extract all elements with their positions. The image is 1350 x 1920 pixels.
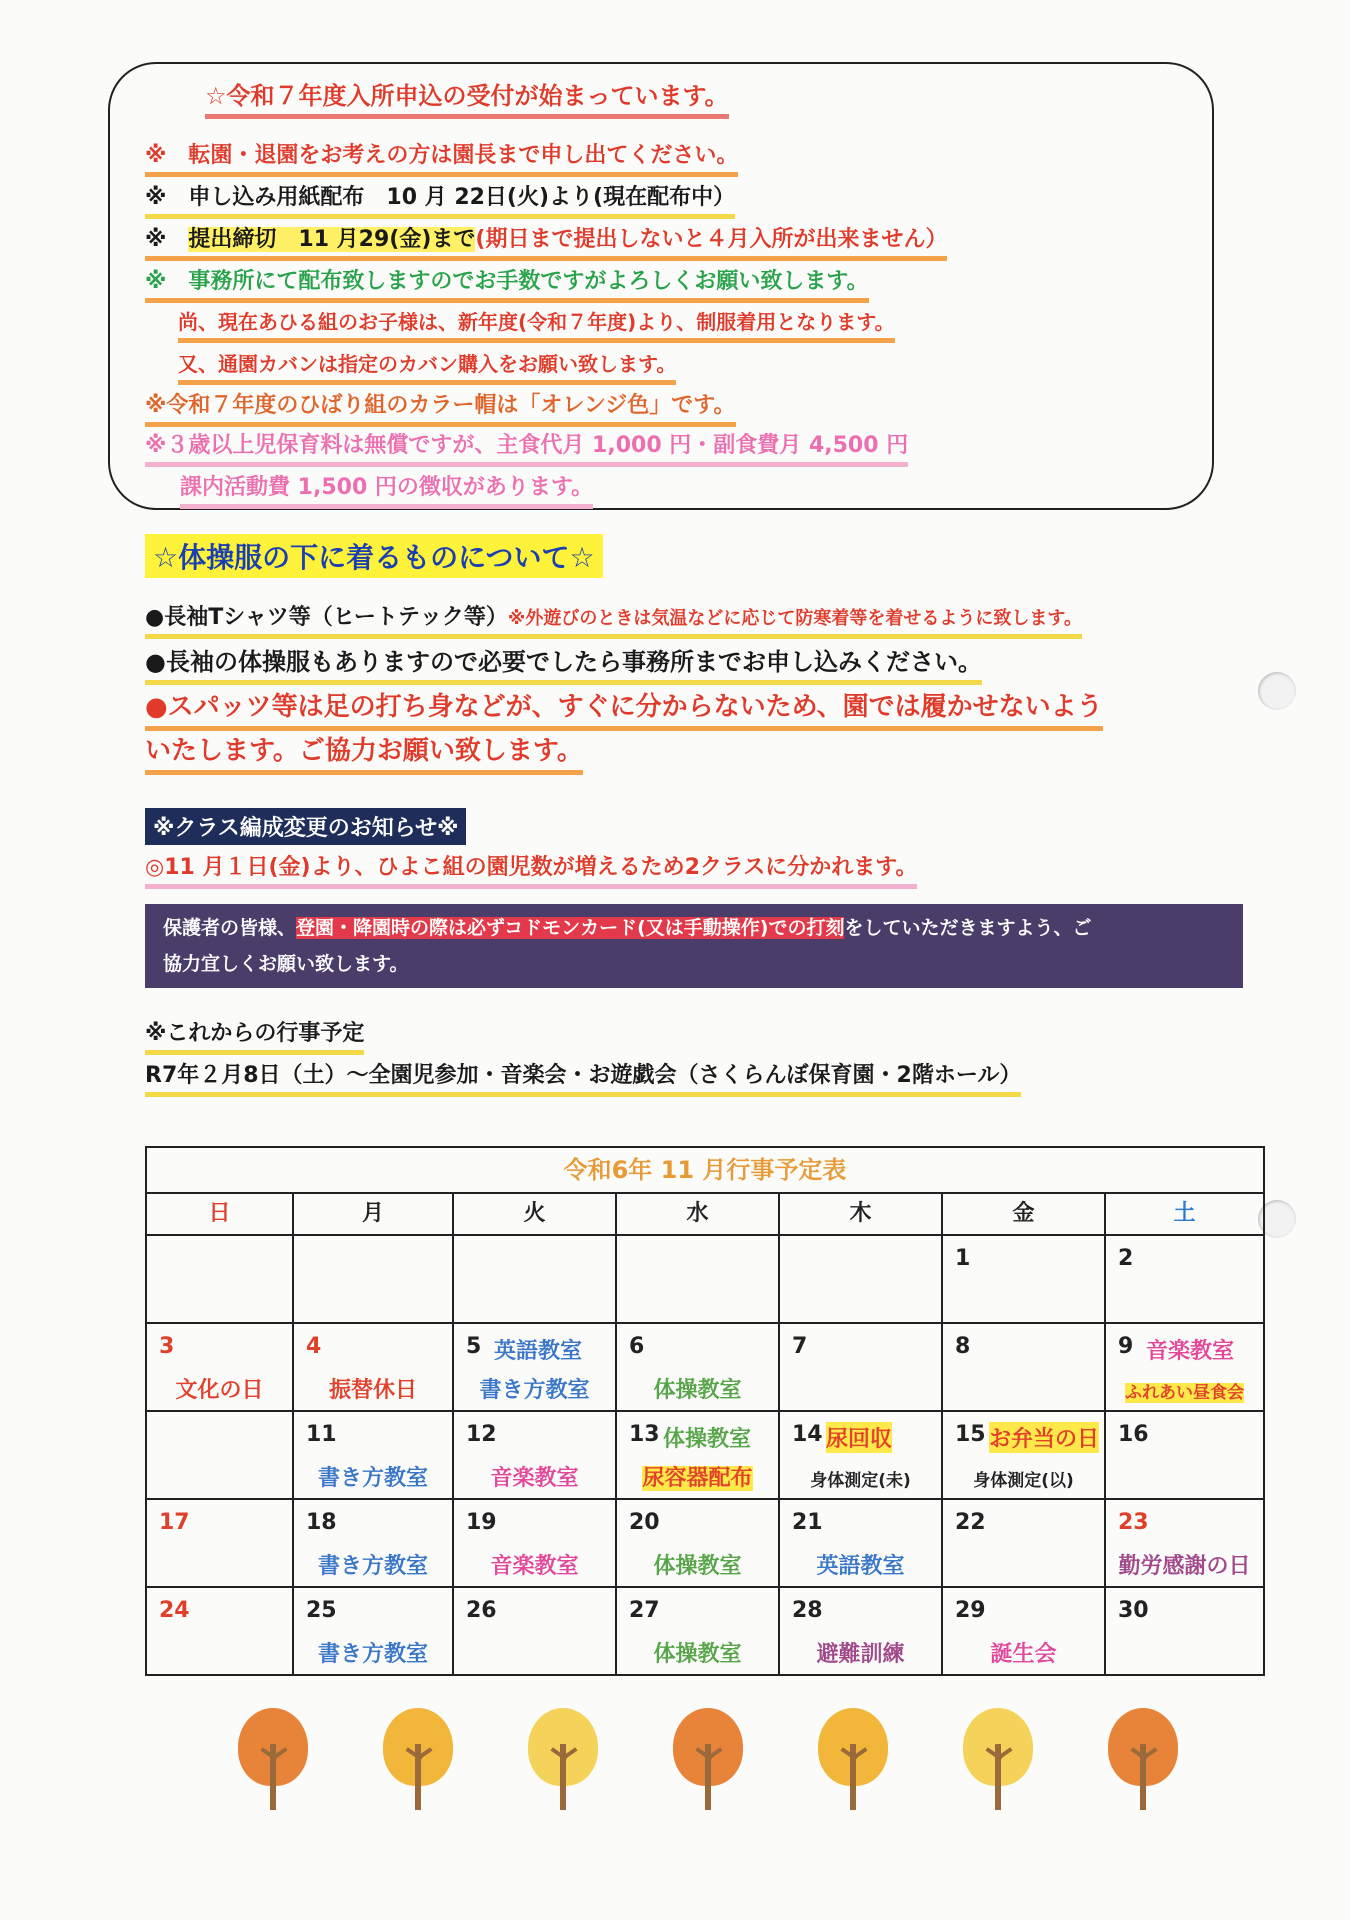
deadline-text: 提出締切 11 月29(金)まで — [188, 227, 476, 252]
weekday-header: 土 — [1173, 1201, 1196, 1226]
calendar-day-cell — [147, 1412, 294, 1498]
calendar-week-row — [147, 1324, 1263, 1412]
day-number: 29 — [955, 1598, 986, 1623]
calendar-day-cell — [617, 1588, 780, 1674]
calendar-event: お弁当の日 — [989, 1422, 1099, 1453]
purple-text: 協力宜しくお願い致します。 — [163, 953, 409, 975]
calendar-day-cell — [617, 1324, 780, 1410]
day-number: 26 — [466, 1598, 497, 1623]
notice-line: ※３歳以上児保育料は無償ですが、主食代月 1,000 円・副食費月 4,500 円 — [145, 428, 908, 467]
calendar-day-cell — [454, 1236, 617, 1322]
calendar-day-cell — [1106, 1236, 1263, 1322]
calendar-week-row — [147, 1588, 1263, 1674]
calendar-day-cell — [294, 1236, 454, 1322]
calendar-day-cell — [1106, 1500, 1263, 1586]
calendar-day-cell — [780, 1500, 943, 1586]
calendar-day-cell — [294, 1500, 454, 1586]
calendar-day-cell — [147, 1324, 294, 1410]
day-number: 19 — [466, 1510, 497, 1535]
tree-icon — [673, 1708, 743, 1812]
calendar-event: 避難訓練 — [816, 1642, 905, 1667]
event-calendar — [145, 1146, 1265, 1676]
gym-heading: ☆体操服の下に着るものについて☆ — [145, 534, 603, 578]
class-change-text: ◎11 月１日(金)より、ひよこ組の園児数が増えるため2クラスに分かれます。 — [145, 850, 917, 889]
tree-icon — [528, 1708, 598, 1812]
tree-icon — [963, 1708, 1033, 1812]
notice-title: ☆令和７年度入所申込の受付が始まっています。 — [205, 76, 729, 119]
tree-icon — [238, 1708, 308, 1812]
calendar-day-cell — [780, 1236, 943, 1322]
day-number: 14 — [792, 1422, 823, 1447]
calendar-day-cell — [147, 1588, 294, 1674]
calendar-event: 体操教室 — [653, 1378, 742, 1403]
day-number: 28 — [792, 1598, 823, 1623]
events-text: R7年２月8日（土）～全園児参加・音楽会・お遊戯会（さくらんぼ保育園・2階ホール） — [145, 1058, 1021, 1097]
tree-icon — [383, 1708, 453, 1812]
day-number: 25 — [306, 1598, 337, 1623]
calendar-week-row — [147, 1500, 1263, 1588]
calendar-title: 令和6年 11 月行事予定表 — [147, 1148, 1263, 1194]
calendar-day-cell — [294, 1412, 454, 1498]
day-number: 3 — [159, 1334, 175, 1359]
events-heading: ※これからの行事予定 — [145, 1016, 364, 1055]
purple-text: 保護者の皆様、 — [163, 917, 297, 939]
notice-line: ※令和７年度のひばり組のカラー帽は「オレンジ色」です。 — [145, 388, 736, 427]
calendar-event: 誕生会 — [990, 1642, 1057, 1667]
calendar-event: ふれあい昼食会 — [1125, 1383, 1244, 1403]
day-number: 16 — [1118, 1422, 1149, 1447]
calendar-day-cell — [1106, 1412, 1263, 1498]
calendar-event: 尿回収 — [826, 1422, 892, 1453]
day-number: 27 — [629, 1598, 660, 1623]
calendar-day-cell — [1106, 1588, 1263, 1674]
purple-text: をしていただきますよう、ご — [844, 917, 1092, 939]
notice-line: 尚、現在あひる組のお子様は、新年度(令和７年度)より、制服着用となります。 — [178, 306, 895, 343]
tree-icon — [818, 1708, 888, 1812]
calendar-day-cell — [147, 1500, 294, 1586]
class-change-heading: ※クラス編成変更のお知らせ※ — [145, 808, 466, 845]
day-number: 17 — [159, 1510, 190, 1535]
day-number: 11 — [306, 1422, 337, 1447]
calendar-event: 音楽教室 — [1146, 1339, 1235, 1364]
deadline-note: (期日まで提出しないと４月入所が出来ません） — [475, 227, 948, 252]
tree-icon — [1108, 1708, 1178, 1812]
calendar-event: 書き方教室 — [317, 1466, 428, 1491]
day-number: 15 — [955, 1422, 986, 1447]
day-number: 20 — [629, 1510, 660, 1535]
calendar-event: 体操教室 — [663, 1427, 752, 1452]
calendar-day-cell — [780, 1412, 943, 1498]
calendar-event: 文化の日 — [175, 1378, 264, 1403]
weekday-header: 木 — [780, 1194, 943, 1234]
day-number: 9 — [1118, 1334, 1134, 1359]
calendar-day-cell — [454, 1500, 617, 1586]
notice-line — [145, 222, 947, 261]
calendar-day-cell — [454, 1588, 617, 1674]
calendar-event: 英語教室 — [816, 1554, 905, 1579]
calendar-day-cell — [780, 1588, 943, 1674]
day-number: 22 — [955, 1510, 986, 1535]
calendar-day-cell — [147, 1236, 294, 1322]
gym-line: いたします。ご協力お願い致します。 — [145, 730, 583, 775]
calendar-day-cell — [1106, 1324, 1263, 1410]
weekday-header: 月 — [294, 1194, 454, 1234]
calendar-event: 体操教室 — [653, 1554, 742, 1579]
weekday-header: 水 — [617, 1194, 780, 1234]
purple-highlight: コドモンカード(又は手動操作)での打刻 — [504, 917, 845, 939]
calendar-event: 書き方教室 — [317, 1554, 428, 1579]
day-number: 2 — [1118, 1246, 1134, 1271]
calendar-day-cell — [617, 1500, 780, 1586]
calendar-day-cell — [943, 1500, 1106, 1586]
calendar-day-cell — [943, 1236, 1106, 1322]
day-number: 12 — [466, 1422, 497, 1447]
notice-line: ※ 転園・退園をお考えの方は園長まで申し出てください。 — [145, 138, 738, 177]
calendar-day-cell — [294, 1588, 454, 1674]
punch-hole — [1258, 672, 1296, 710]
calendar-event: 身体測定(以) — [973, 1471, 1074, 1491]
day-number: 1 — [955, 1246, 971, 1271]
day-number: 7 — [792, 1334, 808, 1359]
gym-line — [145, 600, 1082, 639]
weekday-header: 金 — [943, 1194, 1106, 1234]
calendar-day-cell — [454, 1324, 617, 1410]
day-number: 21 — [792, 1510, 823, 1535]
calendar-event: 振替休日 — [328, 1378, 417, 1403]
weekday-header-row — [147, 1194, 1263, 1236]
day-number: 13 — [629, 1422, 660, 1447]
calendar-day-cell — [943, 1324, 1106, 1410]
calendar-event: 音楽教室 — [490, 1466, 579, 1491]
day-number: 23 — [1118, 1510, 1149, 1535]
calendar-day-cell — [780, 1324, 943, 1410]
calendar-day-cell — [617, 1412, 780, 1498]
day-number: 30 — [1118, 1598, 1149, 1623]
gym-line: ●スパッツ等は足の打ち身などが、すぐに分からないため、園では履かせないよう — [145, 686, 1103, 731]
notice-line: ※ 事務所にて配布致しますのでお手数ですがよろしくお願い致します。 — [145, 264, 869, 303]
weekday-header: 火 — [454, 1194, 617, 1234]
calendar-event: 勤労感謝の日 — [1118, 1554, 1251, 1579]
timestamp-notice — [145, 904, 1243, 988]
calendar-day-cell — [294, 1324, 454, 1410]
weekday-header: 日 — [147, 1194, 294, 1234]
calendar-event: 尿容器配布 — [642, 1466, 753, 1491]
day-number: 6 — [629, 1334, 645, 1359]
calendar-event: 音楽教室 — [490, 1554, 579, 1579]
day-number: 8 — [955, 1334, 971, 1359]
day-number: 4 — [306, 1334, 322, 1359]
notice-mark: ※ — [145, 227, 189, 252]
calendar-event: 身体測定(未) — [810, 1471, 911, 1491]
calendar-event: 書き方教室 — [317, 1642, 428, 1667]
day-number: 5 — [466, 1334, 482, 1359]
day-number: 24 — [159, 1598, 190, 1623]
gym-line: ●長袖の体操服もありますので必要でしたら事務所までお申し込みください。 — [145, 642, 982, 685]
calendar-week-row — [147, 1236, 1263, 1324]
calendar-day-cell — [454, 1412, 617, 1498]
calendar-event: 体操教室 — [653, 1642, 742, 1667]
calendar-day-cell — [943, 1412, 1106, 1498]
notice-line: 課内活動費 1,500 円の徴収があります。 — [180, 470, 593, 509]
calendar-week-row — [147, 1412, 1263, 1500]
autumn-trees-decoration — [220, 1708, 1180, 1818]
calendar-event: 英語教室 — [494, 1339, 583, 1364]
notice-line: ※ 申し込み用紙配布 10 月 22日(火)より(現在配布中） — [145, 180, 735, 219]
gym-line1-note: ※外遊びのときは気温などに応じて防寒着等を着せるように致します。 — [507, 608, 1082, 629]
calendar-day-cell — [617, 1236, 780, 1322]
calendar-day-cell — [943, 1588, 1106, 1674]
purple-highlight: 登園・降園時の際は必ず — [296, 917, 505, 939]
gym-line1-main: ●長袖Tシャツ等（ヒートテック等） — [145, 605, 508, 630]
day-number: 18 — [306, 1510, 337, 1535]
calendar-event: 書き方教室 — [479, 1378, 590, 1403]
notice-line: 又、通園カバンは指定のカバン購入をお願い致します。 — [178, 348, 676, 385]
